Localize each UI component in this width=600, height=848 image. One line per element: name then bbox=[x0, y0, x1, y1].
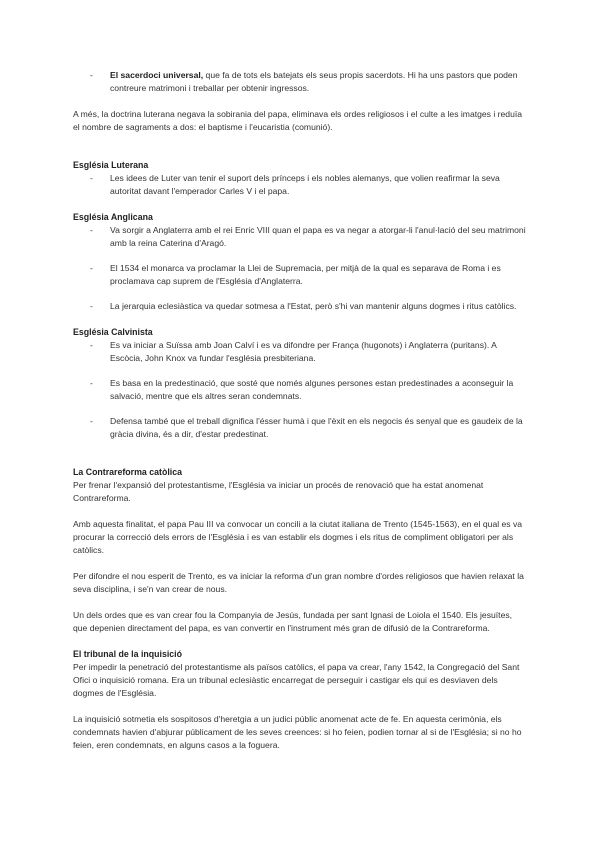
list-item-text: Va sorgir a Anglaterra amb el rei Enric VIII quan el papa es va negar a atorgar-li l'anul·lació del seu matrimoni amb la reina Caterina d'Aragó. bbox=[110, 225, 526, 248]
bullet-dash: - bbox=[90, 378, 93, 388]
list-item-text: Es basa en la predestinació, que sosté que només algunes persones estan predestinades a aconseguir la salvació, mentre que els altres seran condemnats. bbox=[110, 378, 514, 401]
bullet-dash: - bbox=[90, 225, 93, 235]
list-item bbox=[73, 339, 528, 365]
list-item-text: que fa de tots els batejats els seus propis sacerdots. Hi ha uns pastors que poden contreure matrimoni i treballar per obtenir ingressos. bbox=[110, 70, 518, 93]
list-item bbox=[73, 300, 528, 313]
anglican-list bbox=[73, 224, 528, 313]
paragraph: Per difondre el nou esperit de Trento, es va iniciar la reforma d'un gran nombre d'ordes religiosos que havien relaxat la seva disciplina, i se'n van crear de nous. bbox=[73, 571, 524, 594]
list-item bbox=[73, 172, 528, 198]
list-item-text: Es va iniciar a Suïssa amb Joan Calví i es va difondre per França (hugonots) i Anglaterra (puritans). A Escòcia, John Knox va fundar l'església presbiteriana. bbox=[110, 340, 497, 363]
list-item-text: La jerarquia eclesiàstica va quedar sotmesa a l'Estat, però s'hi van mantenir alguns dogmes i ritus catòlics. bbox=[110, 301, 517, 311]
section-heading-counter-reformation: La Contrareforma catòlica bbox=[73, 467, 183, 477]
bullet-dash: - bbox=[90, 301, 93, 311]
section-heading-inquisition: El tribunal de la inquisició bbox=[73, 649, 182, 659]
paragraph: Per frenar l'expansió del protestantisme, l'Església va iniciar un procés de renovació que ha estat anomenat Contrareforma. bbox=[73, 480, 484, 503]
lutheran-list bbox=[73, 172, 528, 198]
bullet-dash: - bbox=[90, 340, 93, 350]
section-heading-calvinist: Església Calvinista bbox=[73, 327, 153, 337]
paragraph: Per impedir la penetració del protestantisme als països catòlics, el papa va crear, l'any 1542, la Congregació del Sant Ofici o inquisició romana. Era un tribunal eclesiàstic encarregat de perseguir i castigar els qui es desviaven dels dogmes de l'Església. bbox=[73, 662, 520, 698]
list-item bbox=[73, 69, 528, 95]
paragraph: Un dels ordes que es van crear fou la Companyia de Jesús, fundada per sant Ignasi de Loiola el 1540. Els jesuïtes, que depenien directament del papa, es van convertir en l'instrument més gran de difusió de la Contrareforma. bbox=[73, 610, 513, 633]
list-item bbox=[73, 377, 528, 403]
section-heading-anglican: Església Anglicana bbox=[73, 212, 153, 222]
intro-list bbox=[73, 69, 528, 95]
list-item-text: Les idees de Luter van tenir el suport dels prínceps i els nobles alemanys, que volien reafirmar la seva autoritat davant l'emperador Carles V i el papa. bbox=[110, 173, 500, 196]
list-item-text: Defensa també que el treball dignifica l'ésser humà i que l'èxit en els negocis és senyal que es gaudeix de la gràcia divina, és a dir, d'estar predestinat. bbox=[110, 416, 523, 439]
list-item-bold: El sacerdoci universal, bbox=[110, 70, 204, 80]
bullet-dash: - bbox=[90, 173, 93, 183]
list-item bbox=[73, 262, 528, 288]
calvinist-list bbox=[73, 339, 528, 441]
paragraph: La inquisició sotmetia els sospitosos d'heretgia a un judici públic anomenat acte de fe. En aquesta cerimònia, els condemnats havien d'abjurar públicament de les seves creences: si ho feien, podien tornar al si de l'Església; si no ho feien, eren condemnats, en alguns casos a la foguera. bbox=[73, 714, 522, 750]
list-item bbox=[73, 415, 528, 441]
bullet-dash: - bbox=[90, 263, 93, 273]
list-item-text: El 1534 el monarca va proclamar la Llei de Supremacia, per mitjà de la qual es separava de Roma i es proclamava cap suprem de l'Església d'Anglaterra. bbox=[110, 263, 501, 286]
document-content bbox=[73, 69, 528, 752]
intro-paragraph: A més, la doctrina luterana negava la sobirania del papa, eliminava els ordes religiosos i el culte a les imatges i reduïa el nombre de sagraments a dos: el baptisme i l'eucaristia (comunió). bbox=[73, 109, 523, 132]
paragraph: Amb aquesta finalitat, el papa Pau III va convocar un concili a la ciutat italiana de Trento (1545-1563), en el qual es va procurar la correcció dels errors de l'Església i es van establir els dogmes i els ritus de compliment obligatori per als catòlics. bbox=[73, 519, 523, 555]
section-heading-lutheran: Església Luterana bbox=[73, 160, 149, 170]
bullet-dash: - bbox=[90, 416, 93, 426]
list-item bbox=[73, 224, 528, 250]
bullet-dash: - bbox=[90, 70, 93, 80]
